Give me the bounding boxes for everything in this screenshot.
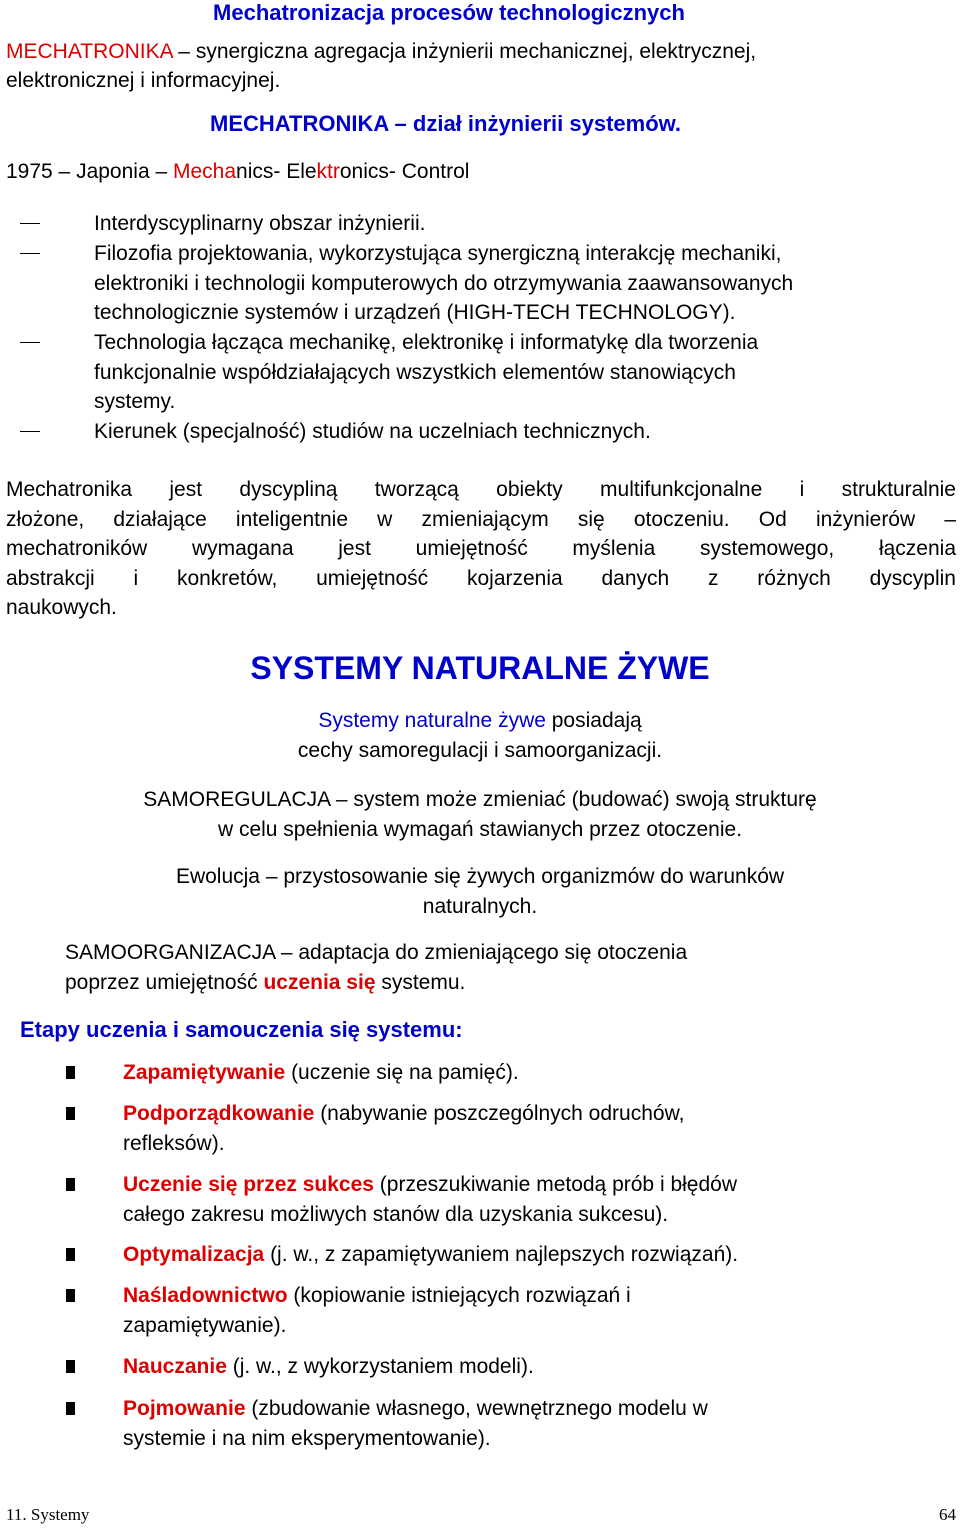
samoorganizacja-highlight: uczenia się bbox=[263, 970, 376, 994]
stage-term: Podporządkowanie bbox=[123, 1102, 315, 1125]
definition-text: – synergiczna agregacja inżynierii mechanicznej, elektrycznej, bbox=[172, 40, 757, 63]
paragraph bbox=[6, 475, 956, 623]
dash-item-line: Interdyscyplinarny obszar inżynierii. bbox=[94, 212, 426, 235]
dash-bullet-icon bbox=[20, 342, 40, 343]
paragraph-line: naukowych. bbox=[6, 596, 117, 619]
paragraph-line: abstrakcji i konkretów, umiejętność kojarzenia danych z różnych dyscyplin bbox=[6, 566, 956, 590]
stage-desc: (j. w., z wykorzystaniem modeli). bbox=[226, 1355, 534, 1378]
natural-term: Systemy naturalne żywe bbox=[318, 709, 546, 732]
section-title: SYSTEMY NATURALNE ŻYWE bbox=[250, 650, 710, 686]
stage-desc: (j. w., z zapamiętywaniem najlepszych rozwiązań). bbox=[264, 1243, 739, 1266]
dash-list-item bbox=[8, 328, 938, 417]
stage-desc: (przeszukiwanie metodą prób i błędów bbox=[373, 1173, 737, 1196]
definition-line1 bbox=[6, 40, 756, 64]
page-title: Mechatronizacja procesów technologicznych bbox=[213, 0, 685, 25]
square-bullet-icon bbox=[66, 1107, 75, 1120]
ewolucja bbox=[0, 862, 960, 921]
samoorganizacja-suffix: systemu. bbox=[375, 970, 466, 994]
dash-item-line: Filozofia projektowania, wykorzystująca synergiczną interakcję mechaniki, bbox=[94, 242, 782, 265]
origin-nics: nics- Ele bbox=[236, 160, 317, 183]
stage-desc-line2: zapamiętywanie). bbox=[123, 1313, 287, 1337]
samoorganizacja-line: SAMOORGANIZACJA – adaptacja do zmieniającego się otoczenia bbox=[65, 941, 688, 964]
origin-ktr: ktr bbox=[316, 160, 340, 183]
samoorganizacja-prefix: poprzez umiejętność bbox=[65, 970, 264, 994]
footer-section: 11. Systemy bbox=[6, 1505, 90, 1524]
natural-line1 bbox=[0, 706, 960, 736]
origin-onics: onics- Control bbox=[339, 160, 470, 183]
dash-item-line: Technologia łącząca mechanikę, elektronikę i informatykę dla tworzenia bbox=[94, 331, 759, 354]
stage-item bbox=[62, 1058, 942, 1088]
stage-desc: (kopiowanie istniejących rozwiązań i bbox=[287, 1284, 631, 1307]
stage-desc: (nabywanie poszczególnych odruchów, bbox=[314, 1102, 685, 1125]
origin-line bbox=[6, 160, 469, 184]
samoregulacja-line: w celu spełnienia wymagań stawianych przez otoczenie. bbox=[217, 817, 743, 841]
dash-item-line: elektroniki i technologii komputerowych do otrzymywania zaawansowanych bbox=[94, 271, 794, 295]
stage-item bbox=[62, 1281, 942, 1340]
dash-item-line: funkcjonalnie współdziałających wszystkich elementów stanowiących bbox=[94, 360, 736, 384]
stage-item bbox=[62, 1240, 942, 1270]
stage-item bbox=[62, 1170, 942, 1229]
square-bullet-icon bbox=[66, 1178, 75, 1191]
origin-prefix: 1975 – Japonia – bbox=[6, 160, 173, 183]
definition-line2: elektronicznej i informacyjnej. bbox=[6, 69, 281, 92]
dash-item-line: technologicznie systemów i urządzeń (HIGH-TECH TECHNOLOGY). bbox=[94, 301, 736, 324]
paragraph-line: mechatroników wymagana jest umiejętność myślenia systemowego, łączenia bbox=[6, 537, 956, 560]
stage-term: Uczenie się przez sukces bbox=[123, 1173, 374, 1196]
dash-bullet-icon bbox=[20, 431, 40, 432]
dash-bullet-icon bbox=[20, 223, 40, 224]
ewolucja-line: naturalnych. bbox=[422, 894, 538, 918]
stage-term: Zapamiętywanie bbox=[123, 1061, 286, 1084]
stage-desc-line2: całego zakresu możliwych stanów dla uzyskania sukcesu). bbox=[123, 1202, 669, 1226]
dash-item-line: systemy. bbox=[94, 390, 176, 413]
definition-term: MECHATRONIKA bbox=[6, 40, 173, 63]
square-bullet-icon bbox=[66, 1402, 75, 1415]
origin-mecha: Mecha bbox=[172, 160, 237, 183]
samoorganizacja-line bbox=[65, 968, 687, 998]
stage-item bbox=[62, 1394, 942, 1453]
stages-title: Etapy uczenia i samouczenia się systemu: bbox=[20, 1017, 463, 1042]
stage-desc-line2: refleksów). bbox=[123, 1131, 225, 1155]
dash-item-line: Kierunek (specjalność) studiów na uczelniach technicznych. bbox=[94, 420, 651, 443]
ewolucja-line: Ewolucja – przystosowanie się żywych organizmów do warunków bbox=[175, 865, 785, 888]
dash-list-item bbox=[8, 209, 938, 239]
dash-list-item bbox=[8, 239, 938, 328]
dash-list-item bbox=[8, 417, 938, 447]
stage-term: Optymalizacja bbox=[123, 1243, 265, 1266]
stage-desc: (zbudowanie własnego, wewnętrznego modelu w bbox=[245, 1397, 708, 1420]
stage-term: Pojmowanie bbox=[123, 1397, 246, 1420]
stage-desc-line2: systemie i na nim eksperymentowanie). bbox=[123, 1426, 491, 1450]
samoregulacja bbox=[0, 785, 960, 844]
footer-page-number: 64 bbox=[939, 1505, 956, 1524]
dash-bullet-icon bbox=[20, 253, 40, 254]
stage-term: Naśladownictwo bbox=[123, 1284, 288, 1307]
square-bullet-icon bbox=[66, 1248, 75, 1261]
stage-desc: (uczenie się na pamięć). bbox=[285, 1061, 519, 1084]
stage-term: Nauczanie bbox=[123, 1355, 227, 1378]
stage-item bbox=[62, 1352, 942, 1382]
samoorganizacja bbox=[65, 938, 687, 997]
square-bullet-icon bbox=[66, 1289, 75, 1302]
stage-item bbox=[62, 1099, 942, 1158]
paragraph-line: złożone, działające inteligentnie w zmieniającym się otoczeniu. Od inżynierów – bbox=[6, 507, 956, 531]
paragraph-line: Mechatronika jest dyscypliną tworzącą obiekty multifunkcjonalne i strukturalnie bbox=[6, 478, 956, 501]
natural-line2: cechy samoregulacji i samoorganizacji. bbox=[297, 738, 663, 762]
square-bullet-icon bbox=[66, 1066, 75, 1079]
square-bullet-icon bbox=[66, 1360, 75, 1373]
natural-rest: posiadają bbox=[545, 709, 642, 732]
samoregulacja-line: SAMOREGULACJA – system może zmieniać (budować) swoją strukturę bbox=[143, 788, 817, 811]
subtitle: MECHATRONIKA – dział inżynierii systemów. bbox=[210, 111, 682, 136]
natural-systems bbox=[0, 706, 960, 765]
